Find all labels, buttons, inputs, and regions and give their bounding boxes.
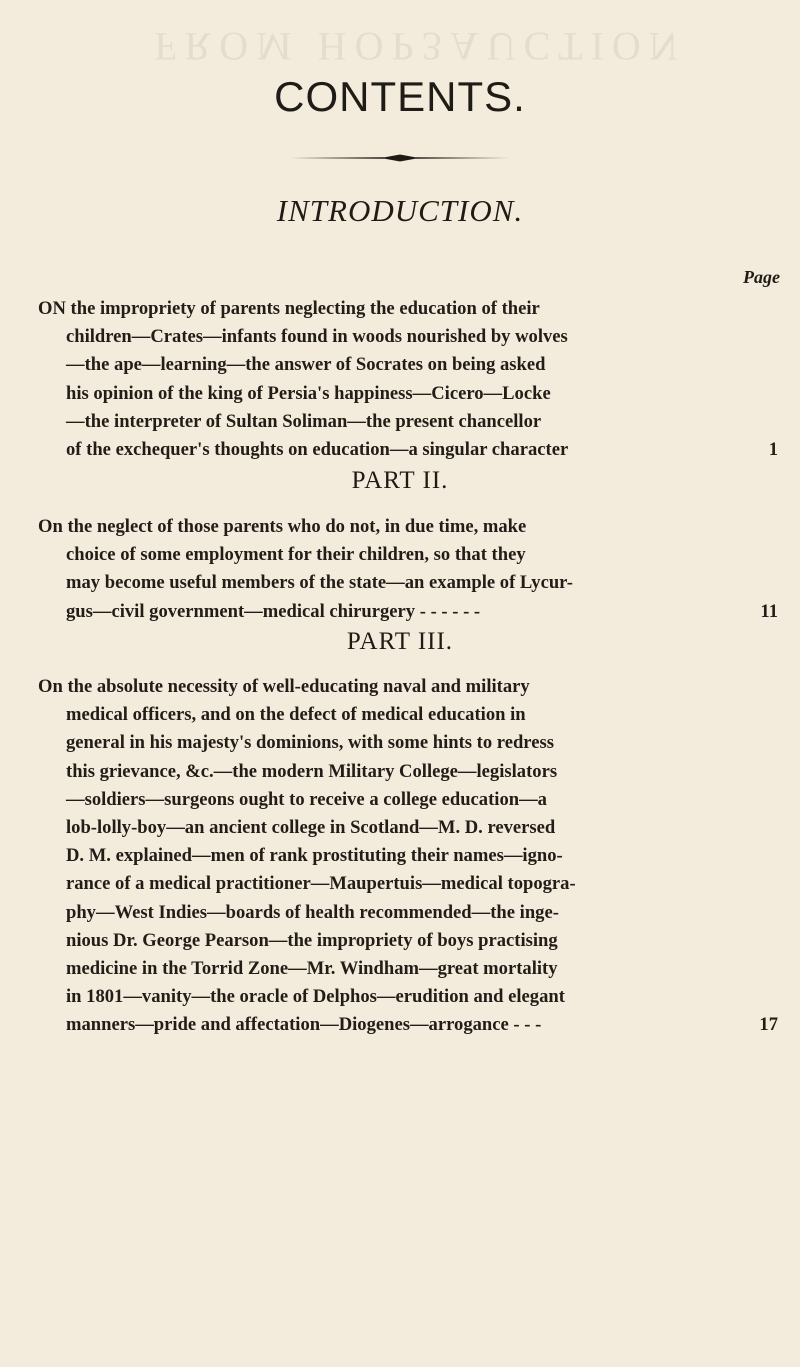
entry-line: D. M. explained—men of rank prostituting their names—igno- [66,845,563,867]
entry-line-text: manners—pride and affectation—Diogenes—arrogance - - - [66,1014,542,1036]
page-number: 1 [768,438,778,460]
entry-line: in 1801—vanity—the oracle of Delphos—erudition and elegant [66,986,565,1008]
entry-line: medicine in the Torrid Zone—Mr. Windham—great mortality [66,957,558,979]
entry-line: nious Dr. George Pearson—the impropriety of boys practising [66,929,558,951]
entry-line: ON the impropriety of parents neglecting the education of their [38,298,540,319]
entry-line: this grievance, &c.—the modern Military College—legislators [66,760,558,782]
ornamental-rule [290,154,510,162]
page-title: CONTENTS. [274,73,526,120]
entry-line: general in his majesty's dominions, with some hints to redress [66,732,554,754]
entry-line: —the ape—learning—the answer of Socrates on being asked [66,354,546,376]
entry-line: rance of a medical practitioner—Maupertuis—medical topogra- [66,873,576,895]
page-number: 11 [760,600,778,622]
toc-entry-introduction [38,295,778,464]
page-number: 17 [759,1014,778,1036]
entry-line: lob-lolly-boy—an ancient college in Scotland—M. D. reversed [66,816,556,838]
entry-line: On the neglect of those parents who do not, in due time, make [38,516,527,537]
entry-line: choice of some employment for their children, so that they [66,544,526,566]
part-heading: PART III. [346,628,454,655]
entry-line: —soldiers—surgeons ought to receive a college education—a [66,788,547,810]
part-heading: PART II. [351,467,449,494]
entry-line [38,598,778,626]
entry-line: —the interpreter of Sultan Soliman—the present chancellor [66,410,542,432]
entry-line: children—Crates—infants found in woods nourished by wolves [66,326,568,348]
toc-entry-part-3 [38,673,778,1039]
entry-line: may become useful members of the state—an example of Lycur- [66,572,573,594]
entry-line [38,1011,778,1039]
section-subtitle: INTRODUCTION. [276,193,524,228]
entry-line-text: of the exchequer's thoughts on education—a singular character [66,438,569,460]
entry-line: his opinion of the king of Persia's happiness—Cicero—Locke [66,382,551,404]
entry-line [38,436,778,464]
entry-line: medical officers, and on the defect of medical education in [66,704,526,726]
page-column-label: Page [743,267,780,287]
entry-line: On the absolute necessity of well-educating naval and military [38,676,530,697]
bleed-through-text: FROM HOP3AUCTION [154,24,686,69]
entry-line-text: gus—civil government—medical chirurgery - - - - - - [66,600,481,622]
entry-line: phy—West Indies—boards of health recommended—the inge- [66,901,559,923]
toc-entry-part-2 [38,513,778,626]
